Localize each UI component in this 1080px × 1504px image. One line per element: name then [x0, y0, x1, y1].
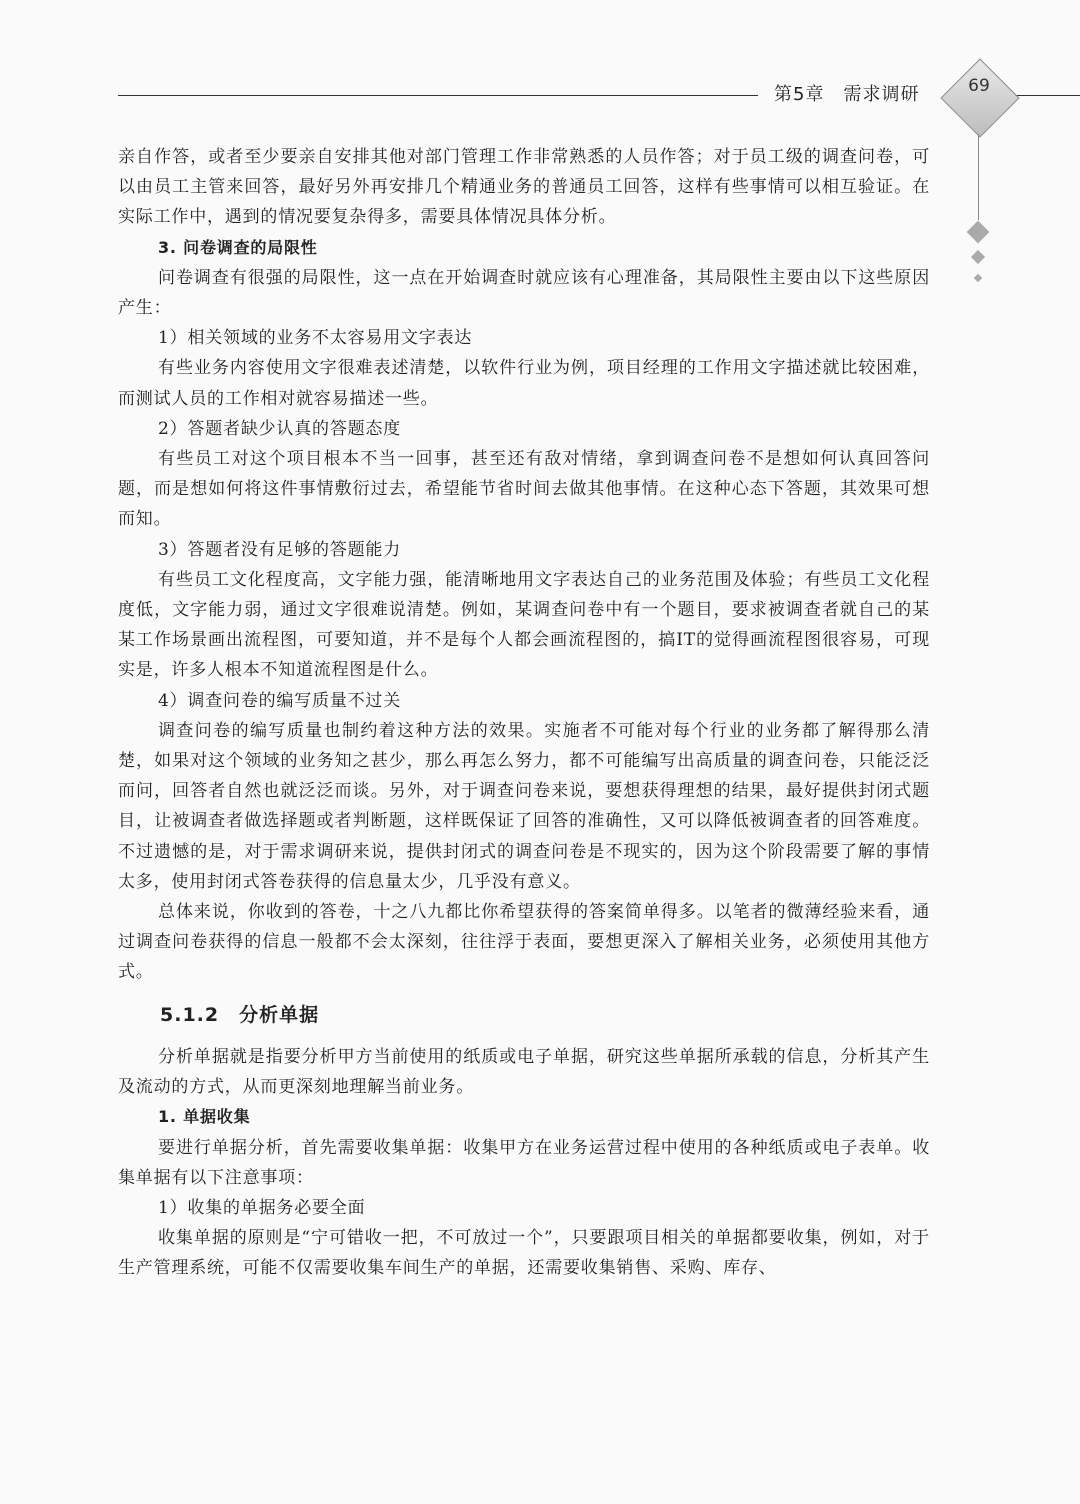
section-heading: 5.1.2 分析单据	[160, 1003, 320, 1026]
list-item-heading: 3）答题者没有足够的答题能力	[158, 539, 402, 560]
page-number-badge	[940, 58, 1018, 136]
list-item-heading: 1）相关领域的业务不太容易用文字表达	[158, 328, 473, 349]
paragraph: 有些业务内容使用文字很难表述清楚，以软件行业为例，项目经理的工作用文字描述就比较困难，而测试人员的工作相对就容易描述一些。	[118, 358, 930, 409]
paragraph: 有些员工文化程度高，文字能力强，能清晰地用文字表达自己的业务范围及体验；有些员工文化程度低，文字能力弱，通过文字很难说清楚。例如，某调查问卷中有一个题目，要求被调查者就自己的某某工作场景画出流程图，可要知道，并不是每个人都会画流程图的，搞IT的觉得画流程图很容易，可现实是，许多人根本不知道流程图是什么。	[118, 569, 930, 681]
page-number: 69	[968, 76, 990, 96]
page-body	[118, 142, 930, 1284]
diamond-ornament-icon	[974, 274, 982, 282]
running-header: 第5章 需求调研	[774, 84, 920, 105]
header-rule-left	[118, 95, 758, 96]
paragraph: 要进行单据分析，首先需要收集单据：收集甲方在业务运营过程中使用的各种纸质或电子表单。收集单据有以下注意事项：	[118, 1137, 930, 1188]
paragraph: 亲自作答，或者至少要亲自安排其他对部门管理工作非常熟悉的人员作答；对于员工级的调查问卷，可以由员工主管来回答，最好另外再安排几个精通业务的普通员工回答，这样有些事情可以相互验证。在实际工作中，遇到的情况要复杂得多，需要具体情况具体分析。	[118, 147, 930, 228]
diamond-ornament-icon	[967, 221, 990, 244]
paragraph: 调查问卷的编写质量也制约着这种方法的效果。实施者不可能对每个行业的业务都了解得那么清楚，如果对这个领域的业务知之甚少，那么再怎么努力，都不可能编写出高质量的调查问卷，只能泛泛而问，回答者自然也就泛泛而谈。另外，对于调查问卷来说，要想获得理想的结果，最好提供封闭式题目，让被调查者做选择题或者判断题，这样既保证了回答的准确性，又可以降低被调查者的回答难度。不过遗憾的是，对于需求调研来说，提供封闭式的调查问卷是不现实的，因为这个阶段需要了解的事情太多，使用封闭式答卷获得的信息量太少，几乎没有意义。	[118, 720, 930, 892]
list-item-heading: 2）答题者缺少认真的答题态度	[158, 418, 402, 439]
subsection-heading: 3. 问卷调查的局限性	[158, 237, 318, 257]
paragraph: 问卷调查有很强的局限性，这一点在开始调查时就应该有心理准备，其局限性主要由以下这些原因产生：	[118, 267, 930, 319]
list-item-heading: 4）调查问卷的编写质量不过关	[158, 690, 402, 711]
paragraph: 收集单据的原则是“宁可错收一把，不可放过一个”，只要跟项目相关的单据都要收集，例如，对于生产管理系统，可能不仅需要收集车间生产的单据，还需要收集销售、采购、库存、	[118, 1228, 930, 1279]
list-item-heading: 1）收集的单据务必要全面	[158, 1197, 366, 1218]
paragraph: 分析单据就是指要分析甲方当前使用的纸质或电子单据，研究这些单据所承载的信息，分析其产生及流动的方式，从而更深刻地理解当前业务。	[118, 1046, 930, 1098]
subsection-heading: 1. 单据收集	[158, 1107, 251, 1127]
diamond-badge-icon	[940, 58, 1019, 137]
paragraph: 总体来说，你收到的答卷，十之八九都比你希望获得的答案简单得多。以笔者的微薄经验来看，通过调查问卷获得的信息一般都不会太深刻，往往浮于表面，要想更深入了解相关业务，必须使用其他方式。	[118, 902, 930, 983]
diamond-ornament-icon	[971, 250, 985, 264]
side-ornament-line	[978, 134, 979, 220]
paragraph: 有些员工对这个项目根本不当一回事，甚至还有敌对情绪，拿到调查问卷不是想如何认真回答问题，而是想如何将这件事情敷衍过去，希望能节省时间去做其他事情。在这种心态下答题，其效果可想而知。	[118, 449, 930, 530]
